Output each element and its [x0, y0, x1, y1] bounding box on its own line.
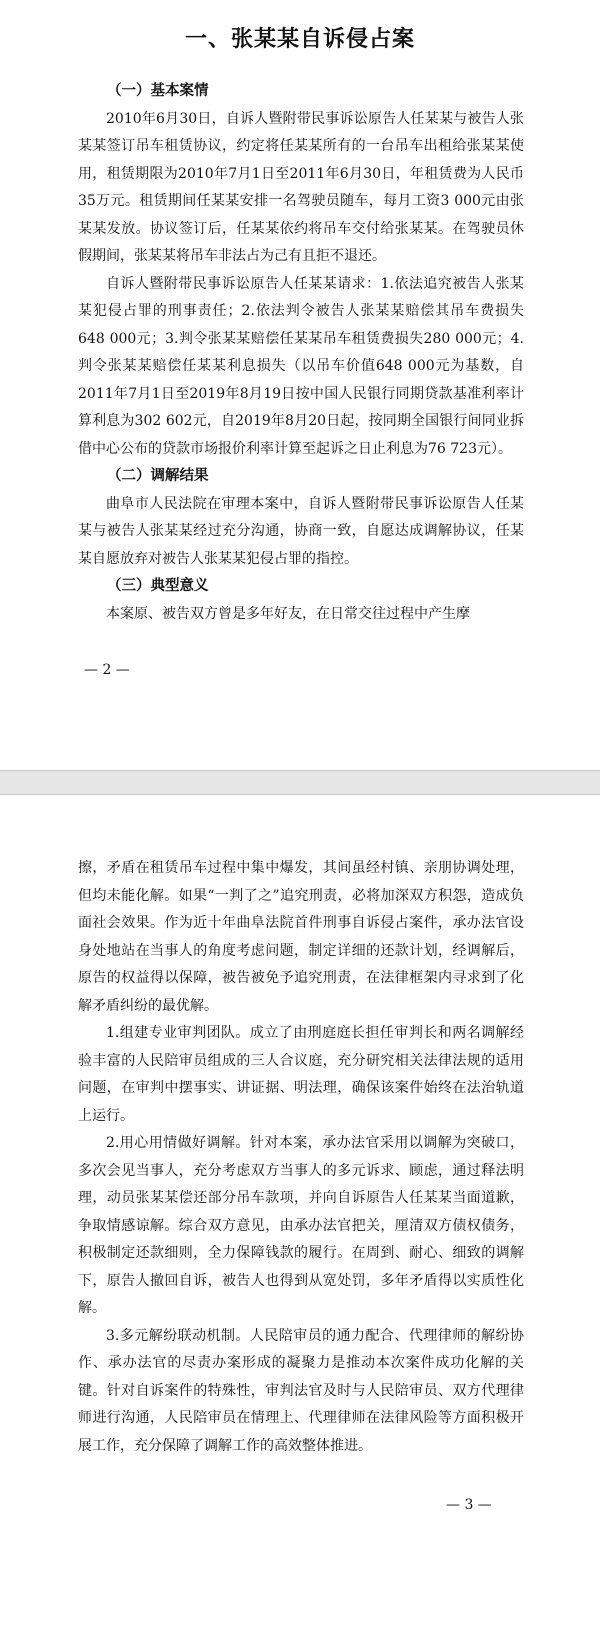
paragraph: 本案原、被告双方曾是多年好友，在日常交往过程中产生摩 [106, 605, 470, 622]
paragraph: 2010年6月30日，自诉人暨附带民事诉讼原告人任某某与被告人张某某签订吊车租赁协议，约定将任某某所有的一台吊车出租给张某某使用，租赁期限为2010年7月1日至2011年6月30日，年租赁费为人民币35万元。租赁期间任某某安排一名驾驶员随车，每月工资3 000元由张某某发放。协议签订后，任某某依约将吊车交付给张某某。在驾驶员休假期间，张某某将吊车非法占为己有且拒不退还。 [78, 110, 524, 264]
paragraph: 2.用心用情做好调解。针对本案，承办法官采用以调解为突破口，多次会见当事人，充分考虑双方当事人的多元诉求、顾虑，通过释法明理，动员张某某偿还部分吊车款项，并向自诉原告人任某某当面道歉，争取情感谅解。综合双方意见，由承办法官把关，厘清双方债权债务，积极制定还款细则，全力保障钱款的履行。在周到、耐心、细致的调解下，原告人撤回自诉，被告人也得到从宽处罚，多年矛盾得以实质性化解。 [78, 1135, 524, 1316]
page-number: — 2 — [84, 662, 130, 678]
paragraph: 3.多元解纷联动机制。人民陪审员的通力配合、代理律师的解纷协作、承办法官的尽责办案形成的凝聚力是推动本次案件成功化解的关键。针对自诉案件的特殊性，审判法官及时与人民陪审员、双方代理律师进行沟通，人民陪审员在情理上、代理律师在法律风险等方面积极开展工作，充分保障了调解工作的高效整体推进。 [78, 1327, 524, 1454]
page-3-body [78, 855, 524, 1460]
page-2-body [78, 78, 524, 628]
section-heading-basic: （一）基本案情 [107, 83, 209, 99]
paragraph: 1.组建专业审判团队。成立了由刑庭庭长担任审判长和两名调解经验丰富的人民陪审员组成的三人合议庭，充分研究相关法律法规的适用问题，在审判中摆事实、讲证据、明法理，确保该案件始终在法治轨道上运行。 [78, 1025, 524, 1124]
page-3 [0, 795, 600, 1627]
section-heading-significance: （三）典型意义 [107, 578, 209, 594]
page-separator [0, 770, 600, 795]
paragraph: 擦，矛盾在租赁吊车过程中集中爆发，其间虽经村镇、亲朋协调处理，但均未能化解。如果“一判了之”追究刑责，必将加深双方积怨，造成负面社会效果。作为近十年曲阜法院首件刑事自诉侵占案件，承办法官设身处地站在当事人的角度考虑问题，制定详细的还款计划，经调解后，原告的权益得以保障，被告被免予追究刑责，在法律框架内寻求到了化解矛盾纠纷的最优解。 [78, 860, 524, 1014]
document-title: 一、张某某自诉侵占案 [184, 27, 415, 52]
paragraph: 曲阜市人民法院在审理本案中，自诉人暨附带民事诉讼原告人任某某与被告人张某某经过充分沟通，协商一致，自愿达成调解协议，任某某自愿放弃对被告人张某某犯侵占罪的指控。 [78, 495, 524, 567]
section-heading-mediation: （二）调解结果 [107, 468, 209, 484]
paragraph: 自诉人暨附带民事诉讼原告人任某某请求：1.依法追究被告人张某某犯侵占罪的刑事责任；2.依法判令被告人张某某赔偿其吊车费损失648 000元；3.判令张某某赔偿任某某吊车租赁费损失280 000元；4.判令张某某赔偿任某某利息损失（以吊车价值648 000元为基数，自2011年7月1日至2019年8月19日按中国人民银行同期贷款基准利率计算利息为302 602元，自2019年8月20日起，按同期全国银行间同业拆借中心公布的贷款市场报价利率计算至起诉之日止利息为76 723元）。 [78, 275, 524, 457]
page-number: — 3 — [446, 1497, 492, 1513]
page-2 [0, 0, 600, 770]
